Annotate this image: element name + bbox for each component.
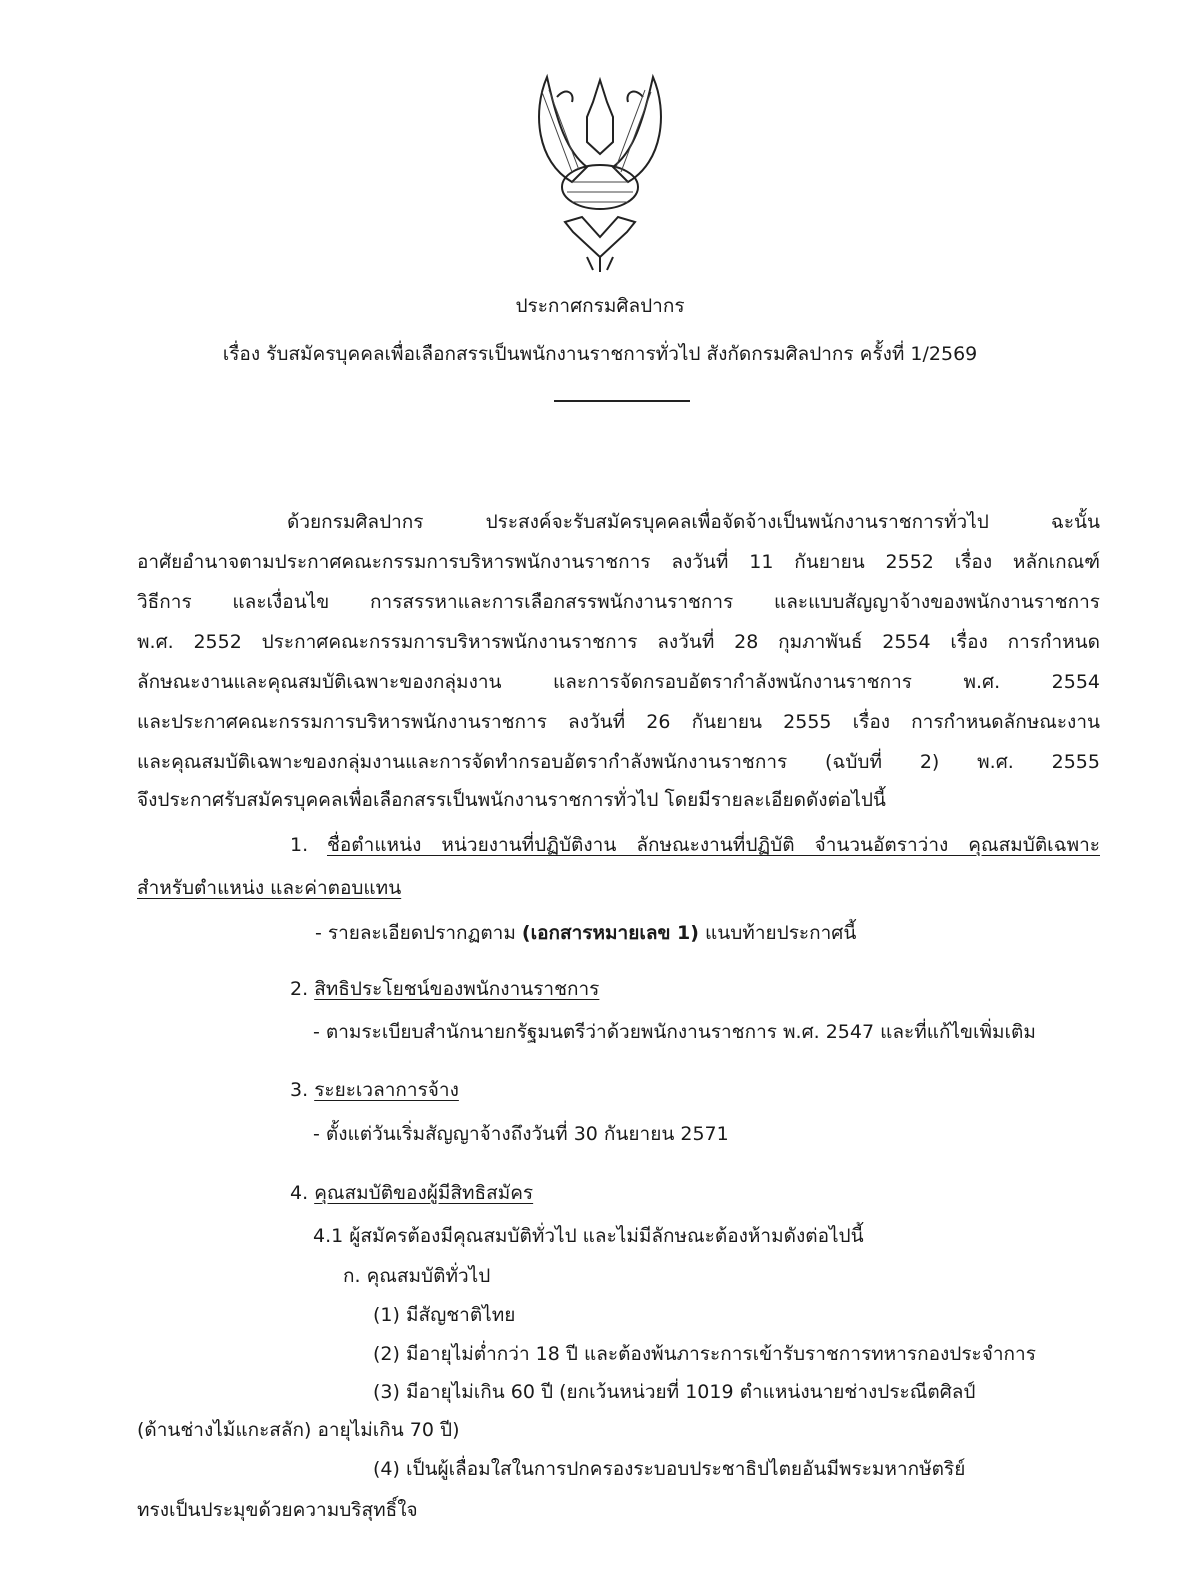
preamble-line: จึงประกาศรับสมัครบุคคลเพื่อเลือกสรรเป็นพนักงานราชการทั่วไป โดยมีรายละเอียดดังต่อไปนี้ — [137, 789, 886, 811]
qualification-item: (2) มีอายุไม่ต่ำกว่า 18 ปี และต้องพ้นภาระการเข้ารับราชการทหารกองประจำการ — [373, 1343, 1036, 1365]
section-3-heading: 3. ระยะเวลาการจ้าง — [290, 1079, 459, 1101]
garuda-emblem-icon — [527, 72, 673, 272]
qualification-item-cont: ทรงเป็นประมุขด้วยความบริสุทธิ์ใจ — [137, 1499, 418, 1521]
preamble-line: วิธีการ และเงื่อนไข การสรรหาและการเลือกสรรพนักงานราชการ และแบบสัญญาจ้างของพนักงานราชการ — [137, 591, 1100, 613]
section-1-heading-cont: สำหรับตำแหน่ง และค่าตอบแทน — [137, 877, 402, 899]
section-2-detail: - ตามระเบียบสำนักนายกรัฐมนตรีว่าด้วยพนักงานราชการ พ.ศ. 2547 และที่แก้ไขเพิ่มเติม — [313, 1021, 1036, 1043]
qualification-item: (1) มีสัญชาติไทย — [373, 1304, 516, 1326]
section-1-heading: ชื่อตำแหน่ง หน่วยงานที่ปฏิบัติงาน ลักษณะงานที่ปฏิบัติ จำนวนอัตราว่าง คุณสมบัติเฉพาะ — [327, 834, 1100, 856]
preamble-line: และประกาศคณะกรรมการบริหารพนักงานราชการ ลงวันที่ 26 กันยายน 2555 เรื่อง การกำหนดลักษณะงาน — [137, 711, 1100, 733]
preamble-line: และคุณสมบัติเฉพาะของกลุ่มงานและการจัดทำกรอบอัตรากำลังพนักงานราชการ (ฉบับที่ 2) พ.ศ. 2555 — [137, 751, 1100, 773]
section-3-detail: - ตั้งแต่วันเริ่มสัญญาจ้างถึงวันที่ 30 กันยายน 2571 — [313, 1123, 729, 1145]
section-1-detail: - รายละเอียดปรากฏตาม (เอกสารหมายเลข 1) แนบท้ายประกาศนี้ — [315, 922, 857, 944]
section-1-number: 1. — [290, 834, 309, 856]
qualification-item-cont: (ด้านช่างไม้แกะสลัก) อายุไม่เกิน 70 ปี) — [137, 1419, 460, 1441]
announcement-subject: เรื่อง รับสมัครบุคคลเพื่อเลือกสรรเป็นพนักงานราชการทั่วไป สังกัดกรมศิลปากร ครั้งที่ 1/2569 — [222, 343, 978, 365]
announcement-title: ประกาศกรมศิลปากร — [515, 295, 685, 317]
preamble-line: อาศัยอำนาจตามประกาศคณะกรรมการบริหารพนักงานราชการ ลงวันที่ 11 กันยายน 2552 เรื่อง หลักเกณฑ์ — [137, 551, 1100, 573]
title-divider — [554, 400, 690, 402]
section-2-heading: 2. สิทธิประโยชน์ของพนักงานราชการ — [290, 978, 600, 1000]
section-4-heading: 4. คุณสมบัติของผู้มีสิทธิสมัคร — [290, 1182, 534, 1204]
preamble-line: ลักษณะงานและคุณสมบัติเฉพาะของกลุ่มงาน และการจัดกรอบอัตรากำลังพนักงานราชการ พ.ศ. 2554 — [137, 671, 1100, 693]
qualification-item: (3) มีอายุไม่เกิน 60 ปี (ยกเว้นหน่วยที่ 1019 ตำแหน่งนายช่างประณีตศิลป์ — [373, 1381, 976, 1403]
preamble-line: พ.ศ. 2552 ประกาศคณะกรรมการบริหารพนักงานราชการ ลงวันที่ 28 กุมภาพันธ์ 2554 เรื่อง การกำหนด — [137, 631, 1100, 653]
qualification-item: (4) เป็นผู้เลื่อมใสในการปกครองระบอบประชาธิปไตยอันมีพระมหากษัตริย์ — [373, 1458, 966, 1480]
preamble-line: ด้วยกรมศิลปากร ประสงค์จะรับสมัครบุคคลเพื่อจัดจ้างเป็นพนักงานราชการทั่วไป ฉะนั้น — [287, 511, 1100, 533]
section-4-ko: ก. คุณสมบัติทั่วไป — [343, 1265, 491, 1287]
section-4-1: 4.1 ผู้สมัครต้องมีคุณสมบัติทั่วไป และไม่มีลักษณะต้องห้ามดังต่อไปนี้ — [313, 1225, 864, 1247]
